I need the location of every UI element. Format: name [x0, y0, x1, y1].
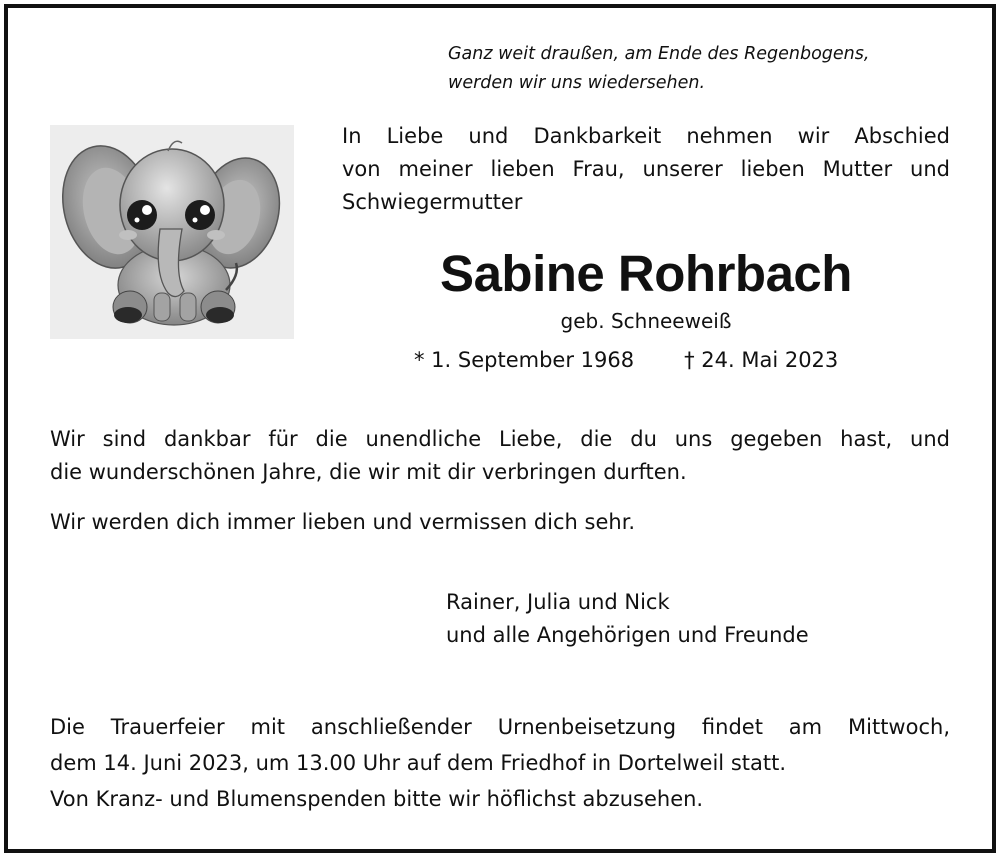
intro-line: von meiner lieben Frau, unserer lieben Mutter und — [342, 157, 950, 181]
motto-line: werden wir uns wiedersehen. — [448, 73, 706, 93]
intro-line: In Liebe und Dankbarkeit nehmen wir Abschied — [342, 124, 950, 148]
gratitude-paragraph — [50, 423, 950, 489]
message-line: Wir sind dankbar für die unendliche Liebe, die du uns gegeben hast, und — [50, 427, 950, 451]
motto — [448, 40, 869, 98]
funeral-line: dem 14. Juni 2023, um 13.00 Uhr auf dem Friedhof in Dortelweil statt. — [50, 751, 787, 775]
intro-text — [342, 120, 950, 219]
intro-line: Schwiegermutter — [342, 190, 523, 214]
life-dates — [414, 344, 838, 376]
funeral-line: Von Kranz- und Blumenspenden bitte wir höflichst abzusehen. — [50, 787, 704, 811]
deceased-name: Sabine Rohrbach — [440, 245, 852, 302]
baby-elephant-icon — [50, 125, 294, 339]
mourners-line: Rainer, Julia und Nick — [446, 590, 670, 614]
motto-line: Ganz weit draußen, am Ende des Regenbogens, — [448, 44, 870, 64]
farewell-line: Wir werden dich immer lieben und vermissen dich sehr. — [50, 510, 636, 534]
message-line: die wunderschönen Jahre, die wir mit dir verbringen durften. — [50, 460, 687, 484]
death-date: † 24. Mai 2023 — [684, 348, 839, 372]
mourners-signature — [446, 586, 809, 652]
elephant-image — [50, 125, 294, 339]
maiden-name: geb. Schneeweiß — [560, 309, 732, 333]
mourners-line: und alle Angehörigen und Freunde — [446, 623, 809, 647]
funeral-info — [50, 709, 950, 817]
birth-date: * 1. September 1968 — [414, 348, 635, 372]
funeral-line: Die Trauerfeier mit anschließender Urnenbeisetzung findet am Mittwoch, — [50, 715, 950, 739]
